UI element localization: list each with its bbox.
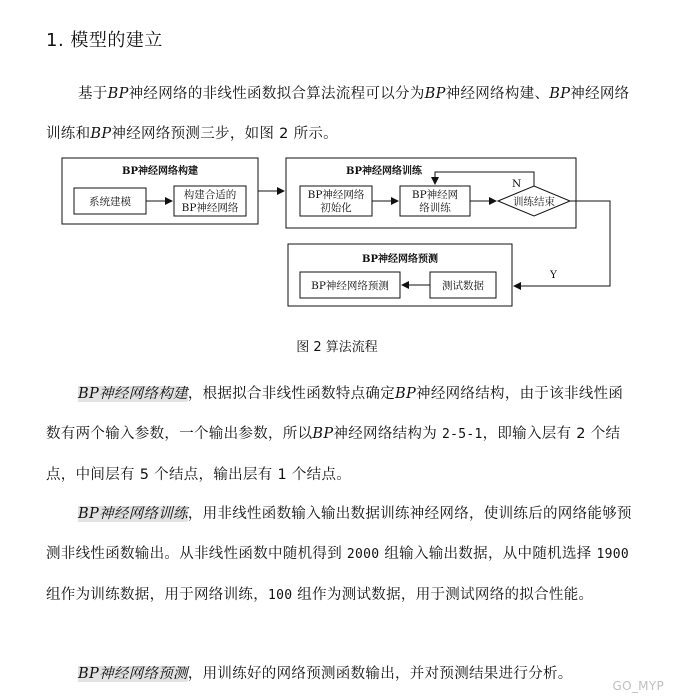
box-test-data-label: 测试数据 [442, 280, 484, 292]
count-train: 1900 [596, 547, 629, 562]
box-train-label-line2: 络训练 [419, 202, 451, 214]
box-train-label-line1: BP神经网 [411, 189, 459, 201]
group-build-title: BP神经网络构建 [122, 166, 198, 177]
bp-term: BP [107, 86, 129, 102]
paragraph-train: BP神经网络训练，用非线性函数输入输出数据训练神经网络，使训练后的网络能够预测非线性函数输出。从非线性函数中随机得到 2000 组输入输出数据，从中随机选择 1900 组作为训练数据，用于网络训练，100 组作为测试数据，用于测试网络的拟合性能。 [46, 506, 632, 603]
algorithm-flowchart [0, 0, 674, 330]
figure-caption: 图 2 算法流程 [296, 340, 378, 355]
intro-paragraph: 基于BP神经网络的非线性函数拟合算法流程可以分为BP神经网络构建、BP神经网络训练和BP神经网络预测三步，如图 2 所示。 [46, 86, 630, 142]
bp-term: BP [424, 86, 446, 102]
count-total: 2000 [346, 547, 380, 562]
watermark: GO_MYP [612, 679, 664, 693]
count-test: 100 [268, 588, 293, 603]
decision-label: 训练结束 [513, 196, 555, 208]
box-construct-label-line1: 构建合适的 [183, 189, 237, 201]
paragraph-build: BP神经网络构建，根据拟合非线性函数特点确定BP神经网络结构，由于该非线性函数有两个输入参数，一个输出参数，所以BP神经网络结构为 2-5-1，即输入层有 2 个结点，中间层有 5 个结点，输出层有 1 个结点。 [46, 386, 624, 483]
box-init-label-line1: BP神经网络 [307, 189, 365, 201]
paragraph-predict: BP神经网络预测，用训练好的网络预测函数输出，并对预测结果进行分析。 [78, 666, 573, 682]
bp-build-term: BP神经网络构建 [78, 386, 188, 402]
bp-term: BP [395, 386, 417, 402]
box-construct-label-line2: BP神经网络 [181, 202, 239, 214]
group-predict-title: BP神经网络预测 [362, 254, 438, 265]
bp-term: BP [312, 426, 334, 442]
bp-predict-term: BP神经网络预测 [78, 666, 188, 682]
label-no: N [512, 178, 522, 190]
box-predict-label: BP神经网络预测 [311, 280, 389, 292]
bp-term: BP [549, 86, 571, 102]
box-init-label-line2: 初始化 [320, 202, 352, 214]
group-train-title: BP神经网络训练 [346, 166, 422, 177]
bp-train-term: BP神经网络训练 [78, 506, 188, 522]
label-yes: Y [550, 269, 557, 281]
box-system-model-label: 系统建模 [89, 196, 131, 208]
network-structure: 2-5-1 [441, 427, 483, 442]
bp-term: BP [90, 126, 112, 142]
section-heading: 1. 模型的建立 [46, 30, 163, 51]
